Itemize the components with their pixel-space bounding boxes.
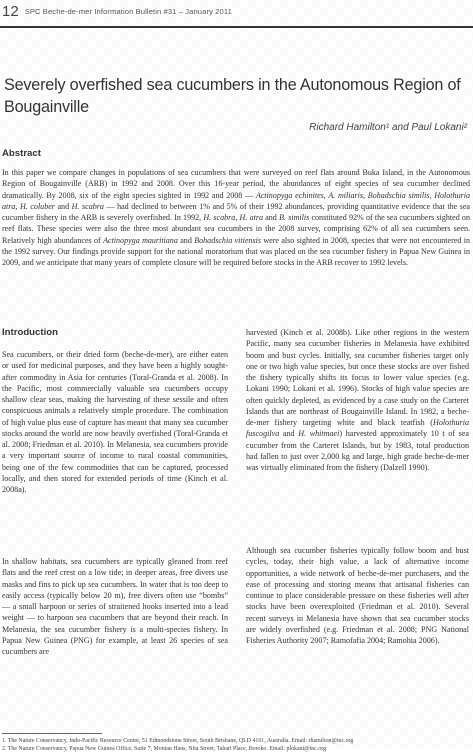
article-title: Severely overfished sea cucumbers in the Autonomous Region of Bougainville (4, 76, 461, 116)
intro-left-column (2, 349, 228, 495)
abstract-species-2: H. scabra (71, 201, 104, 211)
intro-species-1: Holothuria fuscogilva (246, 418, 469, 439)
abstract-text-7: were also sighted in 2008, species that were not encountered in the 1992 survey. Our findings provide support for the national moratorium that was placed on the sea cucumber fishery in Papua New Guinea in 2009, and we anticipate that many years of complete closure will be required before stocks in the ARB recover to 1992 levels. (2, 235, 470, 268)
running-header (2, 0, 302, 22)
intro-paragraph-3-a: harvested (Kinch et al. 2008b). Like other regions in the western Pacific, many sea cucumber fisheries in Melanesia have exhibited boom and bust cycles. Initially, sea cucumber fisheries target only one or two high value species, but once these stocks are over fished the fishery typically shifts its focus to lower value species (e.g. Lokani 1990; Lokani et al. 1996). Stocks of high value species are often quickly depleted, as evidenced by a case study on the Carteret Islands that are northeast of Bougainville Island. In 1982, a beche-de-mer fishery targeting white and black teatfish ( (246, 328, 469, 427)
intro-species-2: H. whitmaei (298, 429, 340, 439)
intro-paragraph-3-c: ) harvested approximately 10 t of sea cucumber from the Carteret Islands, but by 1983, total production had fallen to just over 2,000 kg and large, high grade beche-de-mer was virtually eliminated from the fishery (Dalzell 1990). (246, 429, 469, 472)
intro-paragraph-3-b: and (279, 429, 299, 439)
abstract-species-5: Actinopyga mauritiana (103, 235, 178, 245)
abstract-species-4: B. similis (279, 213, 310, 223)
article-authors: Richard Hamilton¹ and Paul Lokani² (309, 122, 467, 133)
abstract-text-6: and (177, 235, 195, 245)
page-number: 12 (2, 2, 19, 20)
abstract-text-5: constituted 92% of the sea cucumbers sighted on reef flats. These species were also the three most abundant sea cucumbers in the 2008 survey, comprising 62% of all sea cucumbers seen. Relatively high abundances of (2, 213, 470, 245)
abstract-heading: Abstract (2, 148, 41, 159)
abstract-text-1: In this paper we compare changes in populations of sea cucumbers that were surveyed on reef flats around Buka Island, in the Autonomous Region of Bougainville (ARB) in 1992 and 2008. Over this 16-year period, the abundances of eight species of sea cucumber declined dramatically. By 2008, six of the eight species sighted in 1992 and 2008 — (2, 168, 470, 200)
footnote-2: 2. The Nature Conservancy, Papua New Guinea Office, Suite 7, Monian Haus, Nita Street, Tabari Place, Boroko. Email: plokani@tnc.org (2, 746, 327, 753)
introduction-heading: Introduction (2, 327, 58, 338)
intro-left-column-continued (2, 556, 228, 657)
running-title: SPC Beche-de-mer Information Bulletin #31 – January 2011 (24, 6, 232, 16)
header-rule (0, 26, 473, 28)
intro-paragraph-2: In shallow habitats, sea cucumbers are typically gleaned from reef flats and the reef crest on a low tide; in deeper areas, free divers use masks and fins to pick up sea cucumbers. In water that is too deep to easily access (typically below 20 m), free divers often use “bombs” — a small harpoon or series of straitened hooks inserted into a lead weight — to harpoon sea cucumbers that are beyond their reach. In Melanesia, the sea cucumber fishery is a multi-species fishery. In Papua New Guinea (PNG) for example, at least 26 species of sea cucumbers are (2, 557, 228, 656)
footnote-rule (2, 733, 102, 734)
footnote-1: 1. The Nature Conservancy, Indo-Pacific Resource Centre, 51 Edmondstone Street, South Brisbane, QLD 4101, Australia. Email: rhamilton@tnc.org (2, 738, 354, 744)
abstract-text-2: and (54, 201, 72, 211)
intro-paragraph-3 (246, 327, 469, 473)
abstract-text (2, 167, 470, 269)
intro-right-column-continued (246, 545, 469, 646)
intro-paragraph-4: Although sea cucumber fisheries typically follow boom and bust cycles, today, their high value, a lack of alternative income opportunities, a wide network of beche-de-mer purchasers, and the ease of processing and storing means that artisanal fisheries can continue to place considerable pressure on these fisheries well after stocks have been overexploited (Friedman et al. 2010). Several recent surveys in Melanesia have shown that sea cucumber stocks are widely overfished (e.g. Friedman et al. 2008; PNG National Fisheries Authority 2007; Ramofafia 2004; Ramohia 2006). (246, 546, 469, 645)
abstract-species-6: Bohadschia vitiensis (194, 235, 261, 245)
abstract-species-1: Actinopyga echinites, A. miliaris, Bohadschia similis, Holothuria atra, H. coluber (2, 190, 470, 211)
footnotes (2, 737, 470, 754)
intro-paragraph-1: Sea cucumbers, or their dried form (beche-de-mer), are either eaten or used for medicinal purposes, and they have been a highly sought-after commodity in Asia for centuries (Toral-Granda et al. 2008). In the Pacific, most commercially valuable sea cucumbers occupy shallow clear seas, making the harvesting of these sessile and often conspicuous animals a relatively simple procedure. The combination of high value plus ease of capture has meant that many sea cucumber stocks around the world are now heavily overfished (Toral-Granda et al. 2008; Friedman et al. 2010). In Melanesia, sea cucumbers provide a very important source of income to rural coastal communities, being one of the few commodities that can be captured, processed locally, and then stored for extended periods of time (Kinch et al. 2008a). (2, 350, 228, 494)
abstract-text-4: and (263, 213, 280, 223)
abstract-species-3: H. scabra, H. atra (203, 213, 263, 223)
intro-right-column (246, 327, 469, 473)
abstract-text-3: — had declined to between 1% and 5% of their 1992 abundances, providing quantitative evidence that the sea cucumber fishery in the ARB is severely overfished. In 1992, (2, 201, 470, 223)
